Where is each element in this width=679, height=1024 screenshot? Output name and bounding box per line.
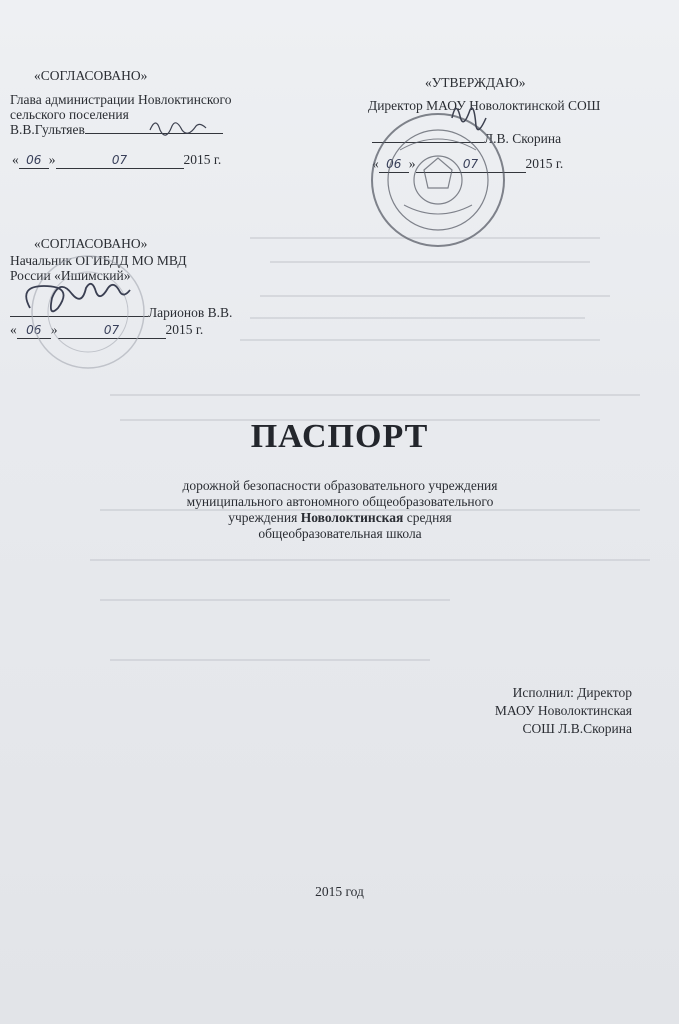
approval-left-bottom-line: Начальник ОГИБДД МО МВД	[10, 253, 187, 268]
date-day: 06	[19, 153, 49, 169]
approval-left-bottom-heading: «СОГЛАСОВАНО»	[34, 236, 148, 251]
date-close-quote: »	[48, 152, 56, 167]
date-year: 2015 г.	[525, 156, 564, 171]
subtitle-text: учреждения	[228, 510, 301, 525]
subtitle-line: муниципального автономного общеобразовательного	[186, 494, 494, 509]
signature-left-bottom-icon	[26, 284, 130, 312]
signature-left-top-icon	[150, 123, 206, 135]
subtitle-line: общеобразовательная школа	[258, 526, 422, 541]
date-month: 07	[58, 323, 166, 339]
faint-stamp-icon	[32, 256, 144, 368]
subtitle-text: средняя	[403, 510, 452, 525]
document-title: ПАСПОРТ	[250, 418, 429, 455]
executor-line: СОШ Л.В.Скорина	[522, 721, 632, 736]
signature-right-icon	[452, 108, 486, 130]
subtitle-line	[130, 510, 550, 526]
approval-left-top-signer: В.В.Гультяев	[10, 122, 85, 137]
date-day: 06	[17, 323, 51, 339]
document-subtitle	[130, 478, 550, 542]
date-open-quote: «	[12, 152, 19, 167]
executor-block	[495, 684, 632, 738]
approval-right-top-signer: Л.В. Скорина	[484, 131, 562, 146]
footer-year: 2015 год	[315, 884, 364, 899]
school-name: Новолоктинская	[300, 510, 404, 525]
approval-right-top-line: Директор МАОУ Новолоктинской СОШ	[368, 98, 601, 113]
executor-line: Исполнил: Директор	[512, 685, 632, 700]
date-open-quote: «	[372, 156, 379, 171]
date-open-quote: «	[10, 322, 17, 337]
date-close-quote: »	[408, 156, 416, 171]
approval-left-top-line: сельского поселения	[10, 107, 129, 122]
executor-line: МАОУ Новолоктинская	[494, 703, 632, 718]
approval-right-top-heading: «УТВЕРЖДАЮ»	[425, 75, 526, 90]
date-close-quote: »	[50, 322, 58, 337]
subtitle-line: дорожной безопасности образовательного учреждения	[182, 478, 498, 493]
date-month: 07	[56, 153, 184, 169]
approval-left-bottom-line: России «Ишимский»	[10, 268, 131, 283]
date-year: 2015 г.	[165, 322, 204, 337]
date-month: 07	[416, 157, 526, 173]
date-year: 2015 г.	[183, 152, 222, 167]
approval-left-bottom-signer: Ларионов В.В.	[148, 305, 233, 320]
approval-left-top-line: Глава администрации Новлоктинского	[10, 92, 232, 107]
official-seal-icon	[372, 114, 504, 246]
date-day: 06	[379, 157, 409, 173]
approval-left-top-heading: «СОГЛАСОВАНО»	[34, 68, 148, 83]
